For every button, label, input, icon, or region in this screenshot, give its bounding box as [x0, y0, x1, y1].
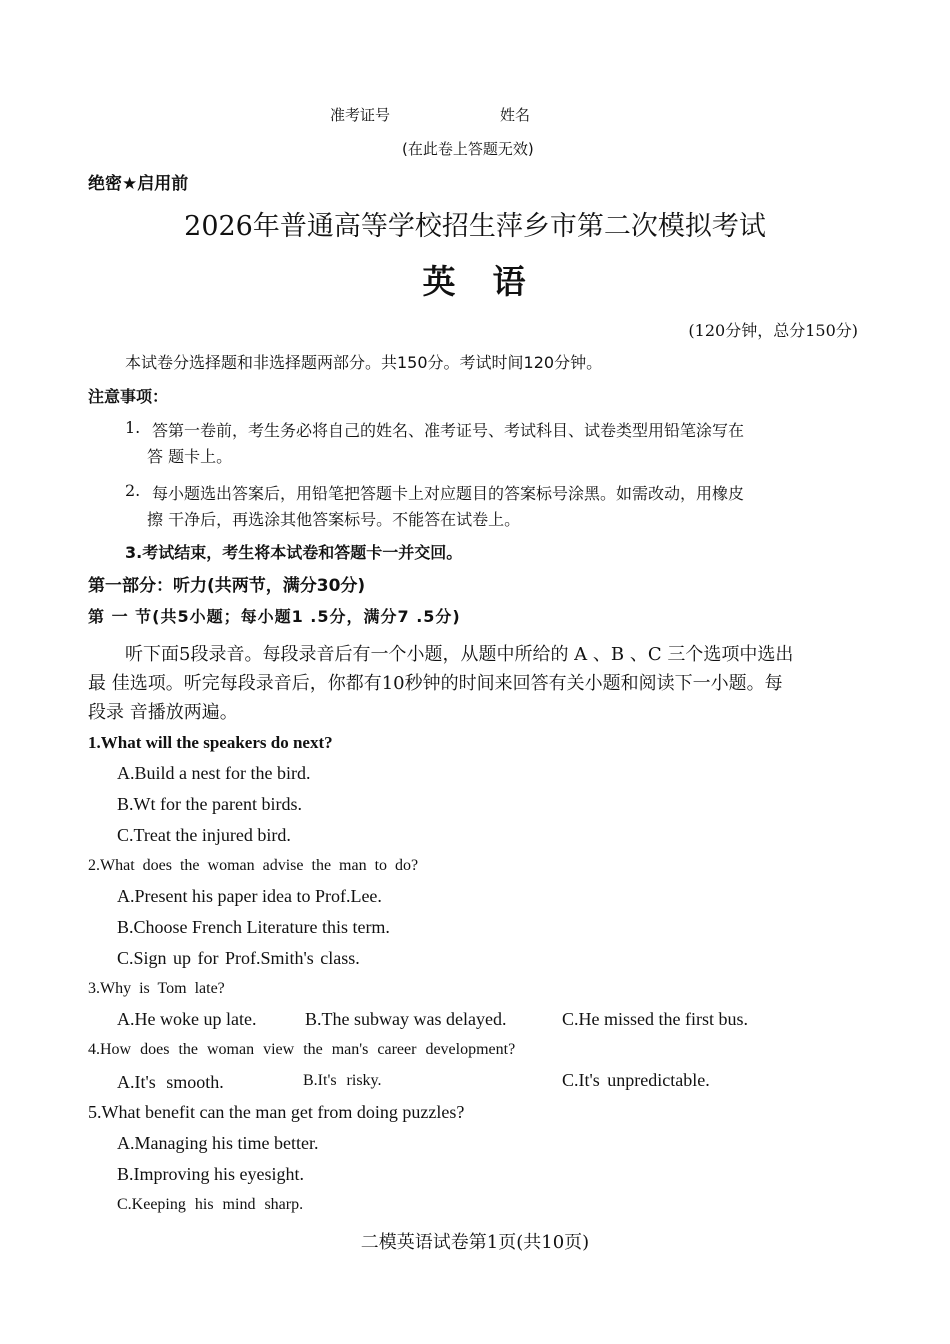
paper-intro: 本试卷分选择题和非选择题两部分。共150分。考试时间120分钟。	[125, 353, 603, 372]
listening-instruction-line3: 段录 音播放两遍。	[88, 702, 238, 723]
question-1-option-c: C.Treat the injured bird.	[117, 825, 291, 845]
time-score-info: (120分钟，总分150分)	[688, 321, 858, 340]
question-5-option-a: A.Managing his time better.	[117, 1133, 319, 1153]
question-3-stem: 3.Why is Tom late?	[88, 980, 225, 997]
question-1-stem: 1.What will the speakers do next?	[88, 733, 333, 752]
listening-instruction-line2: 最 佳选项。听完每段录音后，你都有10秒钟的时间来回答有关小题和阅读下一小题。每	[88, 673, 783, 694]
question-5-stem: 5.What benefit can the man get from doing puzzles?	[88, 1102, 465, 1122]
part-one-heading: 第一部分：听力(共两节，满分30分)	[88, 576, 366, 596]
question-2-option-a: A.Present his paper idea to Prof.Lee.	[117, 886, 382, 906]
question-4-option-c: C.It's unpredictable.	[562, 1070, 710, 1090]
question-5-option-b: B.Improving his eyesight.	[117, 1164, 304, 1184]
notice-item-1-line2: 答 题卡上。	[147, 447, 233, 466]
question-3-option-a: A.He woke up late.	[117, 1009, 257, 1029]
question-5-option-c: C.Keeping his mind sharp.	[117, 1196, 304, 1213]
invalid-answer-note: (在此卷上答题无效)	[402, 140, 534, 158]
notice-item-2-line1: 每小题选出答案后，用铅笔把答题卡上对应题目的答案标号涂黑。如需改动，用橡皮	[152, 484, 745, 503]
question-2-option-c: C.Sign up for Prof.Smith's class.	[117, 948, 360, 968]
question-1-option-a: A.Build a nest for the bird.	[117, 763, 311, 783]
question-4-stem: 4.How does the woman view the man's career development?	[88, 1041, 516, 1058]
section-one-heading: 第 一 节(共5小题；每小题1 .5分，满分7 .5分)	[88, 607, 461, 626]
name-label: 姓名	[500, 106, 531, 124]
exam-id-label: 准考证号	[330, 106, 391, 124]
question-2-stem: 2.What does the woman advise the man to do?	[88, 857, 419, 874]
question-4-option-a: A.It's smooth.	[117, 1072, 224, 1092]
question-3-option-b: B.The subway was delayed.	[305, 1009, 507, 1029]
notice-item-2-number: 2.	[125, 481, 141, 500]
question-2-option-b: B.Choose French Literature this term.	[117, 917, 390, 937]
question-3-option-c: C.He missed the first bus.	[562, 1009, 748, 1029]
listening-instruction-line1: 听下面5段录音。每段录音后有一个小题，从题中所给的 A 、B 、C 三个选项中选出	[125, 644, 794, 665]
subject-title: 英 语	[422, 262, 528, 301]
page-footer: 二模英语试卷第1页(共10页)	[360, 1232, 590, 1253]
question-4-option-b: B.It's risky.	[303, 1072, 382, 1089]
notice-item-2-line2: 擦 干净后，再选涂其他答案标号。不能答在试卷上。	[147, 510, 521, 529]
question-1-option-b: B.Wt for the parent birds.	[117, 794, 302, 814]
confidential-mark: 绝密★启用前	[88, 174, 189, 194]
notice-item-3-number: 3.	[125, 543, 143, 562]
notice-item-3-text: 考试结束，考生将本试卷和答题卡一并交回。	[142, 543, 463, 562]
notice-item-1-line1: 答第一卷前，考生务必将自己的姓名、准考证号、考试科目、试卷类型用铅笔涂写在	[152, 421, 745, 440]
notice-item-3	[125, 540, 462, 563]
exam-title: 2026年普通高等学校招生萍乡市第二次模拟考试	[184, 211, 766, 242]
notice-heading: 注意事项：	[88, 387, 169, 406]
notice-item-1-number: 1.	[125, 418, 141, 437]
